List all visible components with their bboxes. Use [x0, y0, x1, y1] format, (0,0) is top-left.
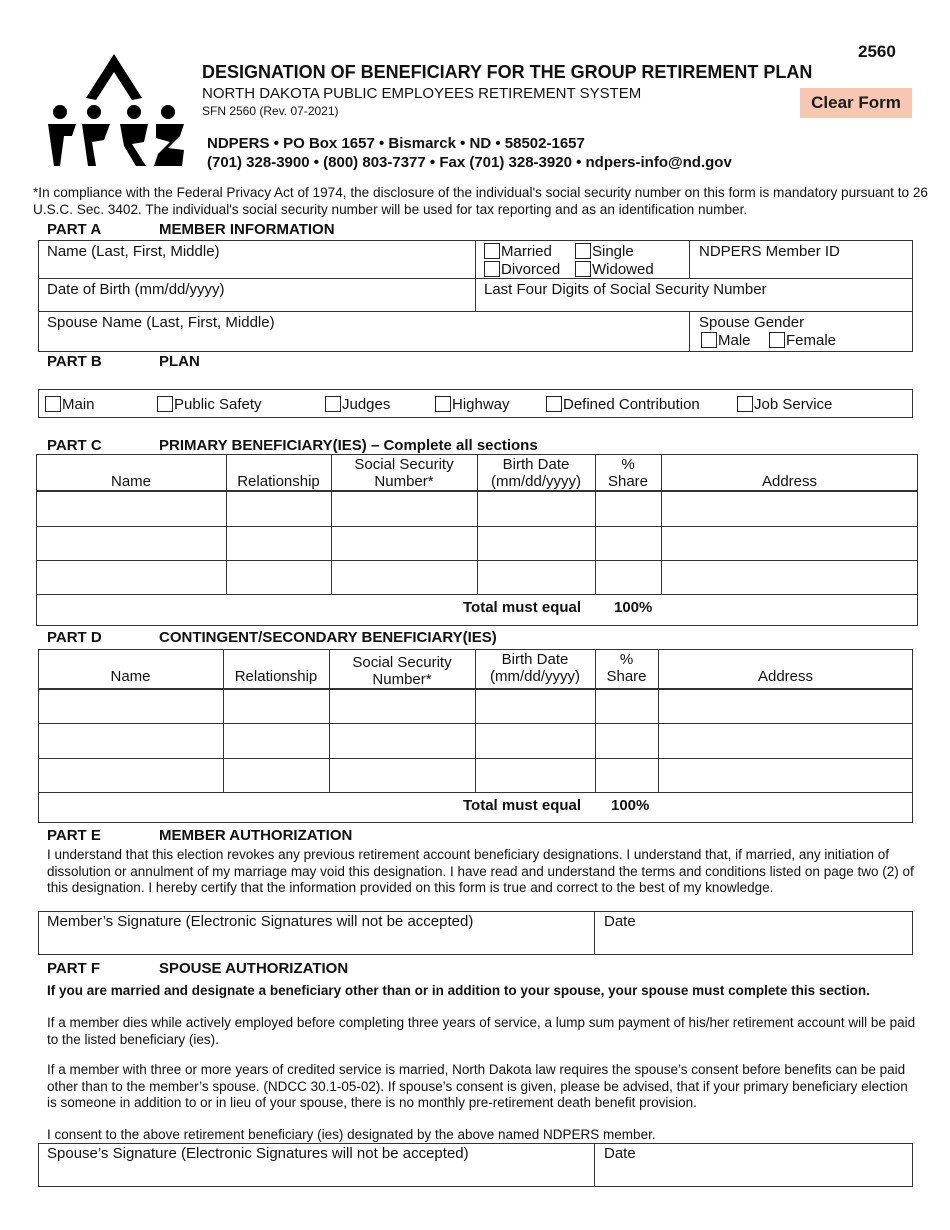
plan-job-service-option[interactable]: Job Service — [737, 396, 832, 413]
part-c-label: PART C — [47, 437, 102, 454]
col-birth-date: Birth Date (mm/dd/yyyy) — [491, 456, 581, 490]
divorced-checkbox[interactable] — [484, 261, 500, 277]
sfn-number: SFN 2560 (Rev. 07-2021) — [202, 104, 339, 118]
plan-public-safety-option[interactable]: Public Safety — [157, 396, 262, 413]
privacy-notice: *In compliance with the Federal Privacy Act of 1974, the disclosure of the individual's social security number on this form is mandatory pursuant to 26 U.S.C. Sec. 3402. The individual's social security number will be used for tax reporting and as an identification number. — [33, 185, 928, 217]
member-name-label: Name (Last, First, Middle) — [47, 243, 220, 260]
part-f-label: PART F — [47, 960, 101, 977]
col-birth-date-d: Birth Date (mm/dd/yyyy) — [490, 651, 580, 685]
col-name: Name — [110, 473, 151, 490]
member-signature-field[interactable] — [47, 913, 473, 930]
contingent-row-1[interactable] — [39, 690, 912, 723]
widowed-checkbox[interactable] — [575, 261, 591, 277]
ssn-field[interactable] — [484, 281, 767, 298]
plan-main-option[interactable]: Main — [45, 396, 95, 413]
col-ssn-d: Social Security Number* — [352, 654, 452, 688]
female-checkbox[interactable] — [769, 332, 785, 348]
dob-field[interactable] — [47, 281, 225, 298]
ndpers-logo — [46, 50, 186, 170]
divorced-option[interactable]: Divorced — [484, 261, 560, 278]
contact-address: NDPERS • PO Box 1657 • Bismarck • ND • 58502-1657 — [207, 135, 585, 152]
form-number: 2560 — [858, 42, 896, 61]
primary-total-value: 100% — [614, 599, 653, 616]
contingent-total-value: 100% — [611, 797, 650, 814]
primary-row-1[interactable] — [37, 492, 917, 526]
plan-job-service-checkbox[interactable] — [737, 396, 753, 412]
spouse-date-label: Date — [604, 1145, 636, 1162]
clear-form-button[interactable]: Clear Form — [800, 88, 912, 118]
part-a-label: PART A — [47, 221, 102, 238]
contingent-row-3[interactable] — [39, 759, 912, 792]
spouse-signature-field[interactable] — [47, 1145, 469, 1162]
col-relationship-d: Relationship — [234, 668, 318, 685]
plan-highway-option[interactable]: Highway — [435, 396, 510, 413]
male-option[interactable]: Male — [701, 332, 751, 349]
contingent-row-2[interactable] — [39, 724, 912, 758]
col-share-d: % Share — [606, 651, 647, 685]
spouse-gender-label: Spouse Gender — [699, 314, 805, 331]
spouse-para-2: If a member with three or more years of credited service is married, North Dakota law requires the spouse’s consent before benefits can be paid other than to the member’s spouse. (NDCC 30.1-05-02). If spouse’s consent is given, please be advised, that if your primary beneficiary election is someone in addition to or in lieu of your spouse, there is no monthly pre-retirement death benefit provision. — [47, 1062, 908, 1110]
col-share: % Share — [607, 456, 649, 490]
spouse-consent: I consent to the above retirement beneficiary (ies) designated by the above named NDPERS member. — [47, 1127, 656, 1142]
spouse-name-field[interactable] — [47, 314, 275, 331]
married-checkbox[interactable] — [484, 243, 500, 259]
dob-label: Date of Birth (mm/dd/yyyy) — [47, 281, 225, 298]
widowed-option[interactable]: Widowed — [575, 261, 654, 278]
part-a-title: MEMBER INFORMATION — [159, 221, 335, 238]
female-option[interactable]: Female — [769, 332, 836, 349]
primary-row-3[interactable] — [37, 561, 917, 594]
member-date-field[interactable] — [604, 913, 636, 930]
spouse-para-1: If a member dies while actively employed before completing three years of service, a lump sum payment of his/her retirement account will be paid to the listed beneficiary (ies). — [47, 1015, 916, 1047]
col-name-d: Name — [110, 668, 151, 685]
col-ssn: Social Security Number* — [354, 456, 454, 490]
ssn-label: Last Four Digits of Social Security Number — [484, 281, 767, 298]
part-f-title: SPOUSE AUTHORIZATION — [159, 960, 349, 977]
part-b-label: PART B — [47, 353, 102, 370]
plan-highway-checkbox[interactable] — [435, 396, 451, 412]
member-id-field[interactable] — [699, 243, 840, 260]
part-e-label: PART E — [47, 827, 101, 844]
part-c-title: PRIMARY BENEFICIARY(IES) – Complete all sections — [159, 437, 538, 454]
spouse-date-field[interactable] — [604, 1145, 636, 1162]
member-date-label: Date — [604, 913, 636, 930]
member-signature-label: Member’s Signature (Electronic Signatures will not be accepted) — [47, 913, 474, 930]
plan-public-safety-checkbox[interactable] — [157, 396, 173, 412]
member-id-label: NDPERS Member ID — [699, 243, 840, 260]
plan-judges-checkbox[interactable] — [325, 396, 341, 412]
contact-phone: (701) 328-3900 • (800) 803-7377 • Fax (701) 328-3920 • ndpers-info@nd.gov — [207, 154, 732, 171]
single-option[interactable]: Single — [575, 243, 634, 260]
col-address-d: Address — [757, 668, 814, 685]
part-d-label: PART D — [47, 629, 102, 646]
col-relationship: Relationship — [237, 473, 320, 490]
part-e-title: MEMBER AUTHORIZATION — [159, 827, 353, 844]
plan-defined-contribution-option[interactable]: Defined Contribution — [546, 396, 700, 413]
plan-main-checkbox[interactable] — [45, 396, 61, 412]
org-name: NORTH DAKOTA PUBLIC EMPLOYEES RETIREMENT SYSTEM — [202, 85, 642, 102]
member-authorization-text: I understand that this election revokes any previous retirement account beneficiary designations. I understand that, if married, any initiation of dissolution or annulment of my marriage may void this designation. I have read and understand the terms and conditions listed on page two (2) of this designation. I hereby certify that the information provided on this form is true and correct to the best of my knowledge. — [47, 847, 914, 895]
part-b-title: PLAN — [159, 353, 200, 370]
male-checkbox[interactable] — [701, 332, 717, 348]
spouse-name-label: Spouse Name (Last, First, Middle) — [47, 314, 275, 331]
form-title: DESIGNATION OF BENEFICIARY FOR THE GROUP RETIREMENT PLAN — [202, 62, 813, 82]
spouse-bold-notice: If you are married and designate a beneficiary other than or in addition to your spouse, your spouse must complete this section. — [47, 983, 870, 998]
plan-defined-contribution-checkbox[interactable] — [546, 396, 562, 412]
single-checkbox[interactable] — [575, 243, 591, 259]
member-name-field[interactable] — [47, 243, 220, 260]
col-address: Address — [761, 473, 818, 490]
married-option[interactable]: Married — [484, 243, 552, 260]
spouse-signature-label: Spouse’s Signature (Electronic Signatures will not be accepted) — [47, 1145, 469, 1162]
primary-total-label: Total must equal — [463, 599, 582, 616]
primary-row-2[interactable] — [37, 527, 917, 560]
contingent-total-label: Total must equal — [463, 797, 582, 814]
part-d-title: CONTINGENT/SECONDARY BENEFICIARY(IES) — [159, 629, 497, 646]
plan-judges-option[interactable]: Judges — [325, 396, 390, 413]
